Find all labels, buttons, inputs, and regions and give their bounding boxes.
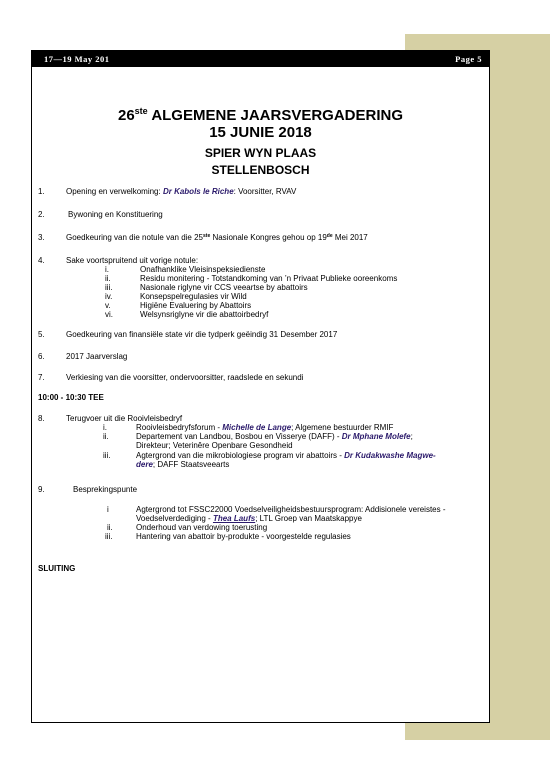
sub-number: i.: [105, 265, 109, 274]
item-text-a: Goedkeuring van die notule van die 25: [66, 233, 203, 242]
person-name: Dr Mphane Molefe: [341, 432, 411, 441]
sub-text: Onafhanklike Vleisinspeksiedienste: [140, 265, 266, 274]
title-name: ALGEMENE JAARSVERGADERING: [151, 107, 404, 124]
item-text: [66, 233, 368, 243]
item-number: 9.: [38, 485, 45, 494]
sub-number: v.: [105, 301, 111, 310]
sub-text-after: ; DAFF Staatsveearts: [152, 460, 230, 469]
page-header-bar: [31, 50, 490, 67]
item-text: 2017 Jaarverslag: [66, 352, 128, 361]
sub-number: iii.: [105, 532, 113, 541]
item-number: 4.: [38, 256, 45, 265]
item-text-after: : Voorsitter, RVAV: [233, 187, 297, 196]
sub-text: Hantering van abattoir by-produkte - voorgestelde regulasies: [136, 532, 351, 541]
sub-text-after: ; LTL Groep van Maatskappye: [255, 514, 362, 523]
sub-text: Welsynsriglyne vir die abattoirbedryf: [140, 310, 269, 319]
item-text: Sake voortspruitend uit vorige notule:: [66, 256, 199, 265]
sub-number: iii.: [105, 283, 113, 292]
sub-text: Higiëne Evaluering by Abattoirs: [140, 301, 252, 310]
sub-text-line2: Direkteur; Veterinêre Openbare Gesondheid: [136, 441, 293, 450]
title-line-1: [31, 108, 490, 124]
item-text-before: Opening en verwelkoming:: [66, 187, 161, 196]
item-text: Goedkeuring van finansiële state vir die tydperk geëindig 31 Desember 2017: [66, 330, 338, 339]
title-number-sup: ste: [134, 106, 148, 116]
item-text: Terugvoer uit die Rooivleisbedryf: [66, 414, 183, 423]
sub-text-line2: [136, 460, 229, 470]
person-name: dere: [136, 460, 153, 469]
superscript: ste: [203, 233, 211, 239]
item-text: Besprekingspunte: [73, 485, 138, 494]
sub-number: ii.: [107, 523, 113, 532]
header-dates: 17—19 May 201: [44, 54, 110, 64]
item-text: Bywoning en Konstituering: [68, 210, 163, 219]
item-number: 6.: [38, 352, 45, 361]
item-number: 5.: [38, 330, 45, 339]
item-number: 2.: [38, 210, 45, 219]
sub-text: Residu monitering - Totstandkoming van ’n Privaat Publieke ooreenkoms: [140, 274, 398, 283]
title-date: 15 JUNIE 2018: [209, 124, 312, 141]
item-number: 1.: [38, 187, 45, 196]
sub-number: i.: [103, 423, 107, 432]
sub-text-before: Rooivleisbedryfsforum -: [136, 423, 223, 432]
sub-number: ii.: [105, 274, 111, 283]
sub-text-before: Voedselverdediging -: [136, 514, 213, 523]
sub-text: Konsepspelregulasies vir Wild: [140, 292, 247, 301]
item-text: [66, 187, 296, 197]
sub-number: i: [107, 505, 109, 514]
sub-number: ii.: [103, 432, 109, 441]
title-venue: SPIER WYN PLAAS: [204, 146, 317, 160]
tea-break: 10:00 - 10:30 TEE: [38, 393, 104, 402]
person-name: Thea Laufs: [212, 514, 256, 523]
sub-text-after: ;: [410, 432, 413, 441]
item-number: 3.: [38, 233, 45, 242]
header-page-number: Page 5: [455, 54, 482, 64]
title-town: STELLENBOSCH: [211, 163, 310, 177]
sub-number: iii.: [103, 451, 111, 460]
item-text-b: Nasionale Kongres gehou op 19: [210, 233, 327, 242]
item-text: Verkiesing van die voorsitter, ondervoorsitter, raadslede en sekundi: [66, 373, 304, 382]
sub-text: Nasionale riglyne vir CCS veeartse by abattoirs: [140, 283, 308, 292]
sub-text-after: ; Algemene bestuurder RMIF: [291, 423, 394, 432]
sub-text-before: Agtergrond van die mikrobiologiese program vir abattoirs -: [136, 451, 345, 460]
item-number: 8.: [38, 414, 45, 423]
item-number: 7.: [38, 373, 45, 382]
person-name: Dr Kudakwashe Magwe-: [344, 451, 436, 460]
person-name: Michelle de Lange: [222, 423, 292, 432]
item-text-c: Mei 2017: [332, 233, 368, 242]
sub-number: vi.: [105, 310, 113, 319]
title-number: 26: [117, 107, 135, 124]
superscript: de: [326, 233, 333, 239]
sub-text: Agtergrond tot FSSC22000 Voedselveiligheidsbestuursprogram: Addisionele vereistes -: [136, 505, 446, 514]
sub-text: Onderhoud van verdowing toerusting: [136, 523, 268, 532]
sub-number: iv.: [105, 292, 113, 301]
closing: SLUITING: [38, 564, 76, 573]
sub-text-before: Departement van Landbou, Bosbou en Visserye (DAFF) -: [136, 432, 342, 441]
person-name: Dr Kabols le Riche: [162, 187, 234, 196]
